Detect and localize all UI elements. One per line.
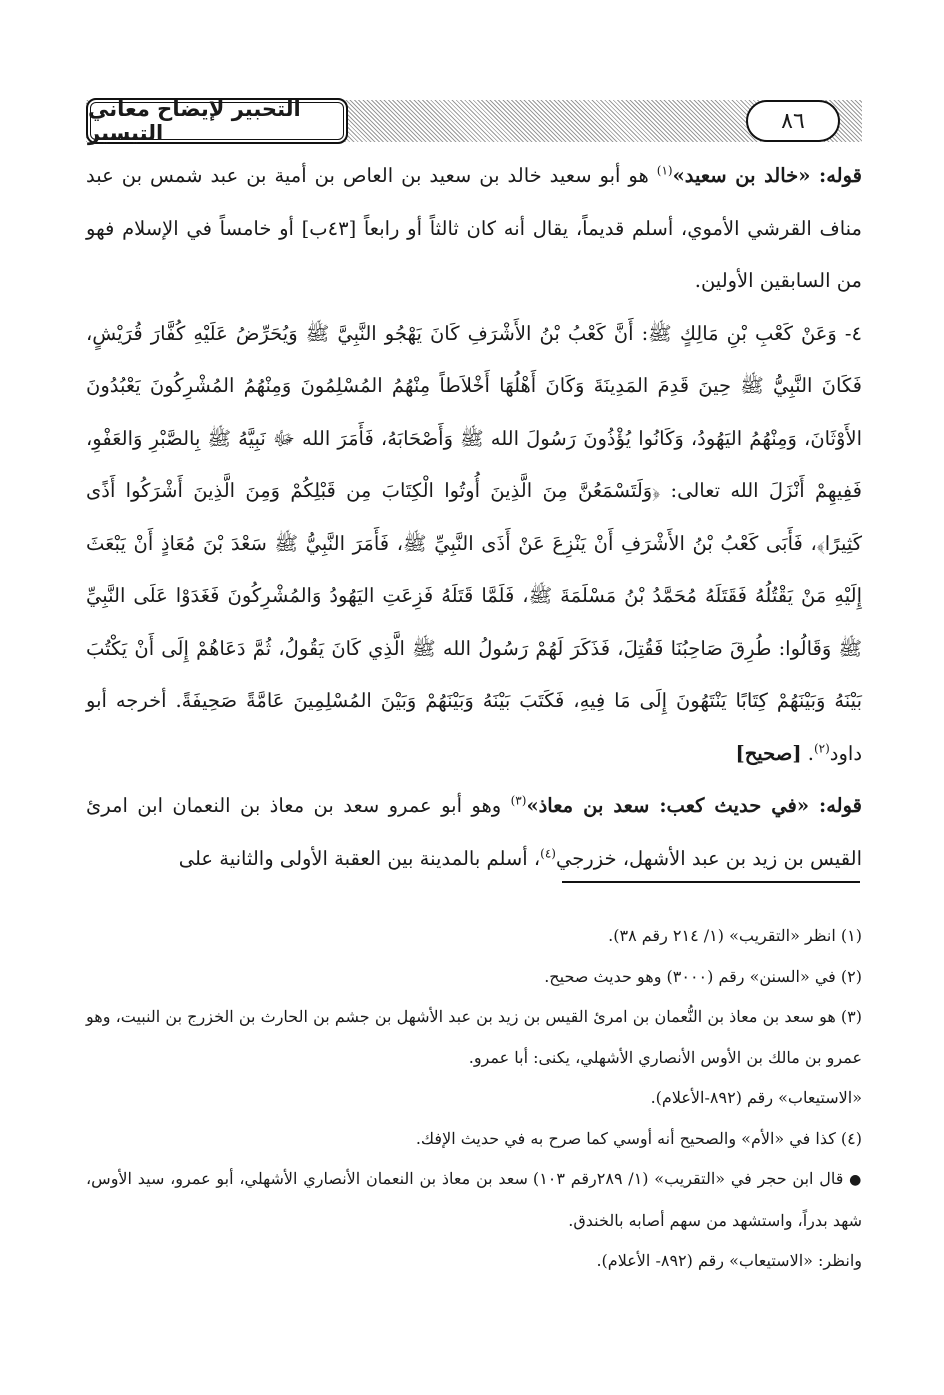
hadith-grade: [صحيح] [735,741,802,765]
footnote-6: وانظر: «الاستيعاب» رقم (٨٩٢- الأعلام). [596,1251,862,1270]
book-title: التحبير لإيضاح معاني التيسير [86,98,348,144]
hadith-4-text: ٤- وَعَنْ كَعْبِ بْنِ مَالِكٍ ﷺ: أَنَّ كَعْبُ بْنُ الأَشْرَفِ كَانَ يَهْجُو النَّبِيَّ ﷺ وَيُحَرِّضُ عَلَيْهِ كُفَّارَ قُرَيْشٍ، فَكَانَ النَّبِيُّ ﷺ حِينَ قَدِمَ المَدِينَةَ وَكَانَ أَهْلُهَا أَخْلاَطاً مِنْهُمُ المُسْلِمُونَ وَمِنْهُمُ المُشْرِكُونَ يَعْبُدُونَ الأَوْثَانَ، وَمِنْهُمُ اليَهُودُ، وَكَانُوا يُؤْذُونَ رَسُولَ الله ﷺ وَأَصْحَابَهُ، فَأَمَرَ الله ﷻ نَبِيَّهُ ﷺ بِالصَّبْرِ وَالعَفْوِ، فَفِيهِمْ أَنْزَلَ الله تعالى: ﴿وَلَتَسْمَعُنَّ مِنَ الَّذِينَ أُوتُوا الْكِتَابَ مِن قَبْلِكُمْ وَمِنَ الَّذِينَ أَشْرَكُوا أَذًى كَثِيرًا﴾، فَأَبَى كَعْبُ بْنُ الأَشْرَفِ أَنْ يَنْزِعَ عَنْ أَذَى النَّبِيِّ ﷺ، فَأَمَرَ النَّبِيُّ ﷺ سَعْدَ بْنَ مُعَاذٍ أَنْ يَبْعَثَ إِلَيْهِ مَنْ يَقْتُلُهُ فَقَتَلَهُ مُحَمَّدُ بْنُ مَسْلَمَةَ ﷺ، فَلَمَّا قَتَلَهُ فَزِعَتِ اليَهُودُ وَالمُشْرِكُونَ فَغَدَوْا عَلَى النَّبِيِّ ﷺ وَقَالُوا: طُرِقَ صَاحِبُنَا فَقُتِلَ، فَذَكَرَ لَهُمْ رَسُولُ الله ﷺ الَّذِي كَانَ يَقُولُ، ثُمَّ دَعَاهُمْ إِلَى أَنْ يَكْتُبَ بَيْنَهُ وَبَيْنَهُمْ كِتَابًا يَنْتَهُونَ إِلَى مَا فِيهِ، فَكَتَبَ بَيْنَهُ وَبَيْنَهُمْ وَبَيْنَ المُسْلِمِينَ عَامَّةً صَحِيفَةً. أخرجه أبو داود [86,321,862,765]
footnote-ref-3: (٣) [510,793,527,808]
hadith-4 [86,308,862,781]
footnote-5-text: قال ابن حجر في «التقريب» (١/ ٢٨٩رقم ١٠٣) سعد بن معاذ بن النعمان الأنصاري الأشهلي، أبو عمرو، سيد الأوس، شهد بدراً، واستشهد من سهم أصابه بالخندق. [86,1169,862,1230]
footnote-ref-2: (٢) [813,741,830,755]
paragraph-saad-text-2: ، أسلم بالمدينة بين العقبة الأولى والثانية على [178,846,541,870]
paragraph-khalid-text: هو أبو سعيد خالد بن سعيد بن العاص بن أمية بن عبد شمس بن عبد مناف القرشي الأموي، أسلم قديماً، يقال أنه كان ثالثاً أو رابعاً [٤٣ب] أو خامساً في الإسلام فهو من السابقين الأولين. [86,164,862,292]
quote-saad-bin-muadh: قوله: «في حديث كعب: سعد بن معاذ» [526,794,862,817]
footnotes [86,916,862,1282]
footnote-1: (١) انظر «التقريب» (١/ ٢١٤ رقم ٣٨). [608,926,862,945]
main-text [86,150,862,885]
footnote-ref-4: (٤) [540,846,556,860]
paragraph-saad [86,780,862,885]
paragraph-khalid [86,150,862,308]
bullet-icon: ● [849,1172,863,1188]
paragraph-saad-text-1: وهو أبو عمرو سعد بن معاذ بن النعمان ابن امرئ القيس بن زيد بن عبد الأشهل، خزرجي [86,794,862,870]
footnote-ref-1: (١) [656,163,673,178]
page-number: ٨٦ [746,100,840,142]
footnote-divider [562,881,860,883]
quote-khalid-bin-said: قوله: «خالد بن سعيد» [672,164,862,187]
footnote-4: (٤) كذا في «الأم» والصحيح أنه أوسي كما صرح به في حديث الإفك. [415,1128,862,1148]
footnote-3-reference: «الاستيعاب» رقم (٨٩٢-الأعلام). [650,1088,862,1107]
hadith-dot: . [801,741,814,765]
footnote-2: (٢) في «السنن» رقم (٣٠٠٠) وهو حديث صحيح. [544,966,862,986]
footnote-5 [86,1159,862,1241]
footnote-3: (٣) هو سعد بن معاذ بن النُّعمان بن امرئ القيس بن زيد بن عبد الأشهل بن جشم بن الحارث بن الخزرج بن النبيت، وهو عمرو بن مالك بن الأوس الأنصاري الأشهلي، يكنى: أبا عمرو. [86,1007,862,1067]
